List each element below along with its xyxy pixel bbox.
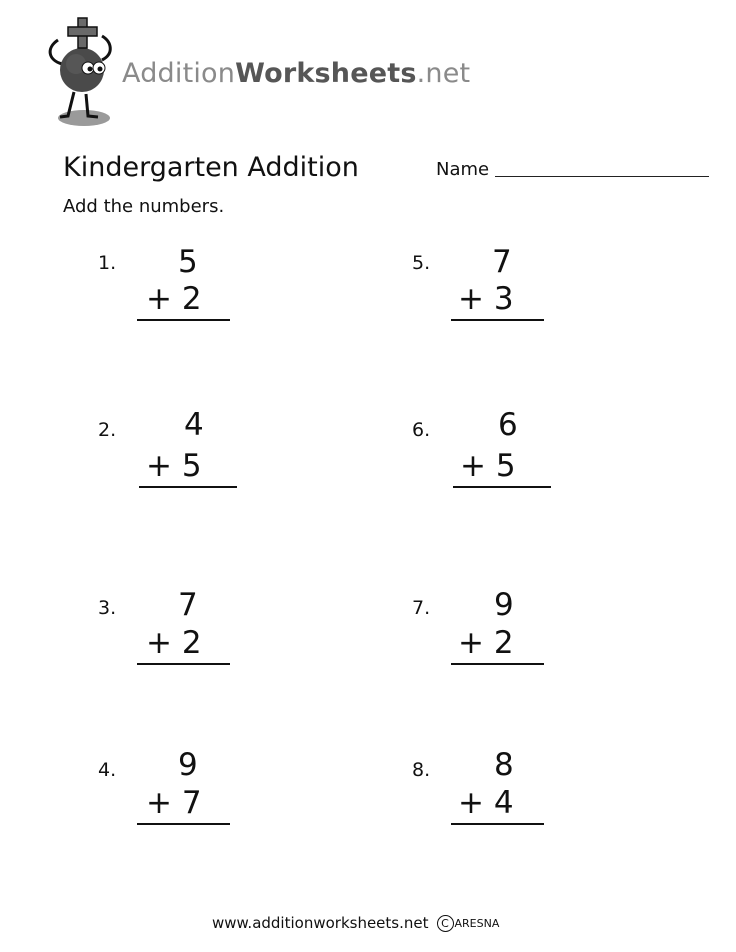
answer-line [137,663,230,665]
copyright-notice [437,915,500,932]
footer-url[interactable]: www.additionworksheets.net [212,914,429,932]
addend-bottom: + 5 [146,448,202,484]
answer-line [451,663,544,665]
addend-bottom: + 4 [458,785,514,821]
worksheet-title: Kindergarten Addition [63,152,359,183]
footer [212,914,499,932]
addend-top: 9 [494,587,514,623]
answer-line [137,823,230,825]
copyright-owner: ARESNA [454,916,500,930]
addend-top: 8 [494,747,514,783]
addend-bottom: + 7 [146,785,202,821]
addend-top: 4 [184,407,204,443]
addend-top: 5 [178,244,198,280]
problem-3 [98,587,278,690]
addend-bottom: + 2 [458,625,514,661]
brand-wordmark [122,58,470,89]
answer-line [451,823,544,825]
problem-8 [412,747,592,850]
addend-bottom: + 2 [146,625,202,661]
answer-line [139,486,237,488]
problem-4 [98,747,278,850]
brand-part-addition: Addition [122,58,236,89]
addend-bottom: + 5 [460,448,516,484]
answer-line [137,319,230,321]
problem-6 [412,407,592,510]
problem-number: 1. [98,252,117,274]
mascot-logo-icon [40,14,122,130]
problem-5 [412,244,592,347]
problem-number: 6. [412,419,431,441]
problem-1 [98,244,278,347]
name-field [436,159,709,180]
problem-number: 7. [412,597,431,619]
copyright-icon: C [437,915,454,932]
problem-number: 5. [412,252,431,274]
addend-top: 9 [178,747,198,783]
name-blank-line[interactable] [495,175,709,177]
instructions: Add the numbers. [63,196,225,217]
problem-number: 2. [98,419,117,441]
answer-line [453,486,551,488]
addend-top: 7 [492,244,512,280]
addend-bottom: + 2 [146,281,202,317]
answer-line [451,319,544,321]
problem-number: 3. [98,597,117,619]
problem-number: 4. [98,759,117,781]
problem-2 [98,407,278,510]
addend-top: 6 [498,407,518,443]
problem-number: 8. [412,759,431,781]
brand-part-net: .net [416,58,471,89]
name-label: Name [436,159,490,180]
addend-top: 7 [178,587,198,623]
problem-7 [412,587,592,690]
addend-bottom: + 3 [458,281,514,317]
brand-part-worksheets: Worksheets [235,58,417,89]
